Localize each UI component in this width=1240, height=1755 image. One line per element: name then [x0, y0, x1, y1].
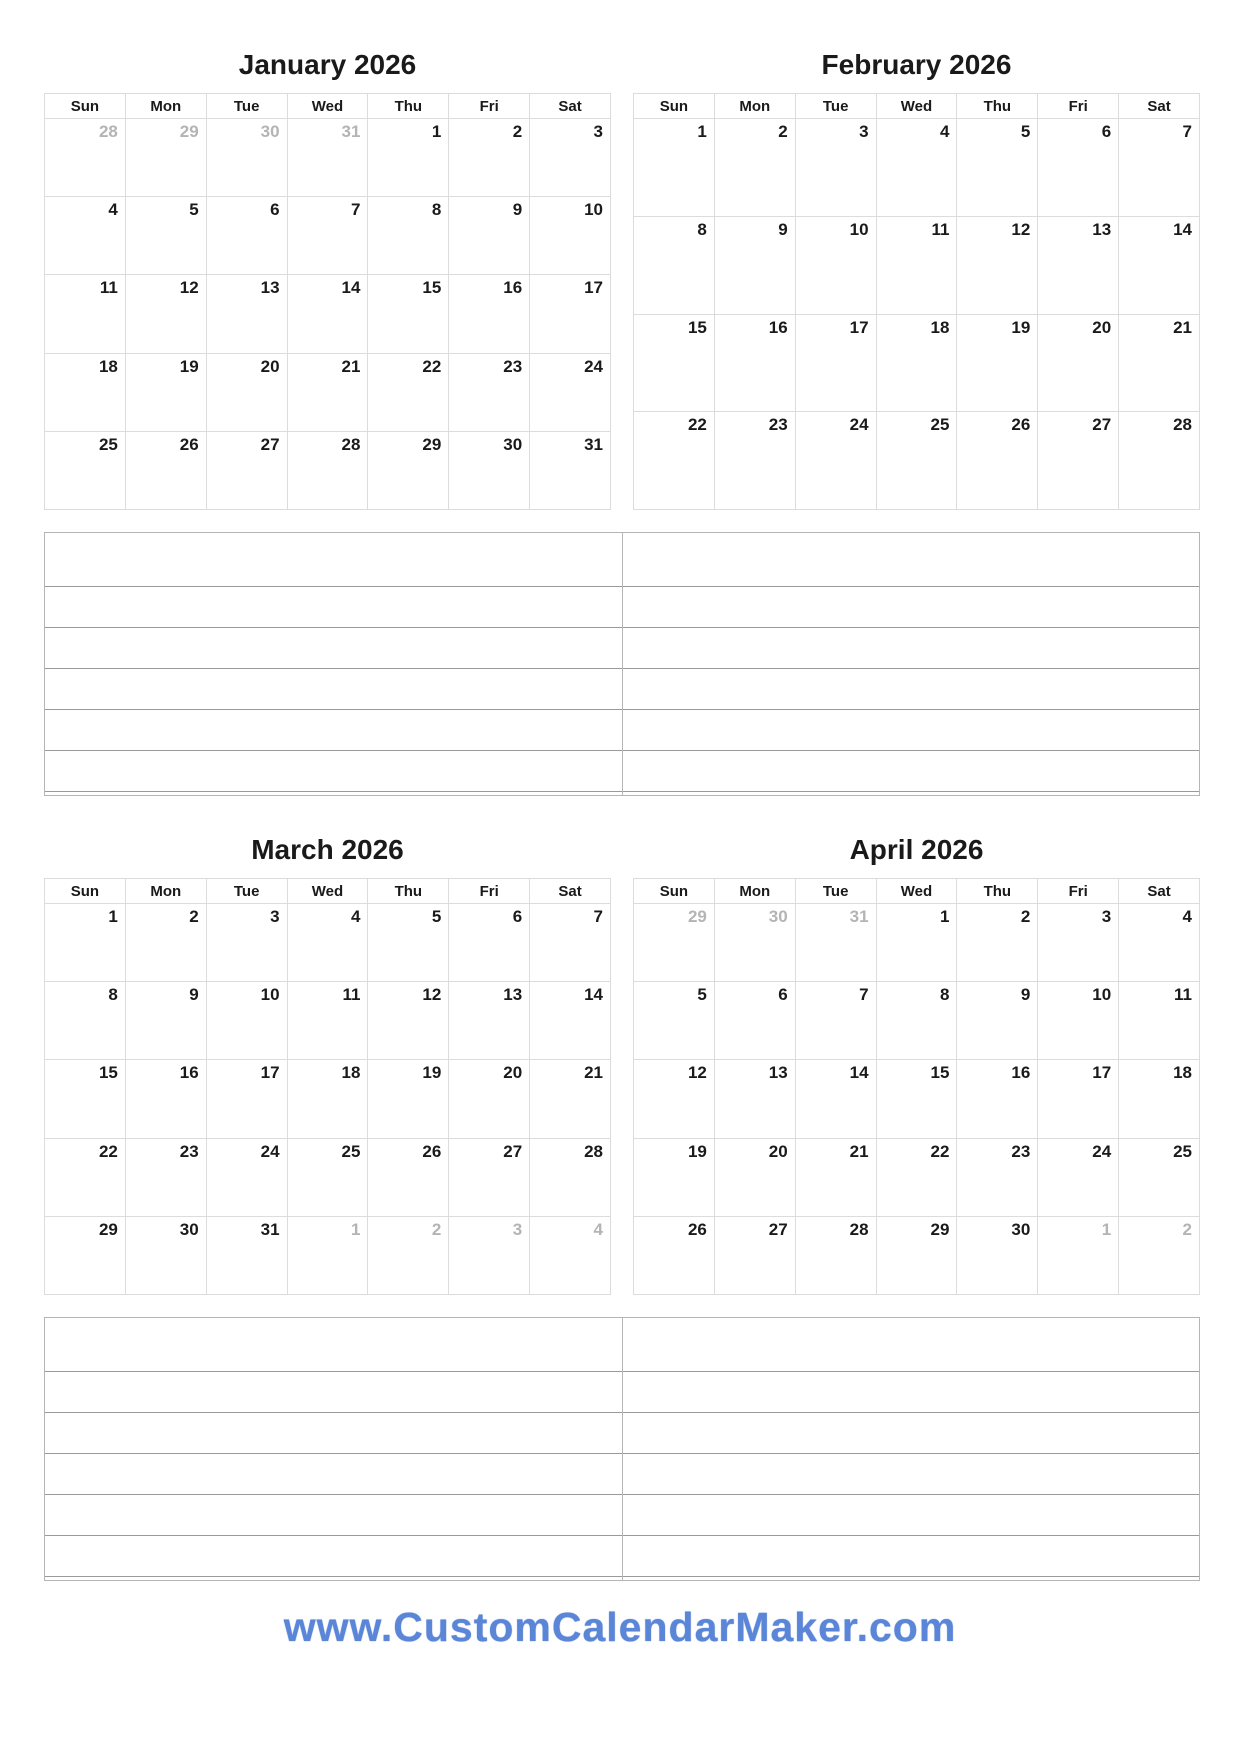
- day-cell: 31: [206, 1217, 287, 1294]
- day-cell: 23: [714, 412, 795, 509]
- day-cell: 24: [529, 354, 610, 431]
- day-cell: 8: [367, 197, 448, 274]
- weekday-header: Sun: [659, 882, 689, 900]
- week-row: [634, 981, 1199, 1059]
- day-cell: 5: [125, 197, 206, 274]
- day-cell: 3: [529, 119, 610, 196]
- day-cell: 12: [367, 982, 448, 1059]
- weekday-header: Fri: [1037, 94, 1118, 118]
- weekday-header-row: [634, 94, 1199, 118]
- day-cell-adjacent-month: 2: [1118, 1217, 1199, 1294]
- day-cell: 28: [529, 1139, 610, 1216]
- day-cell: 8: [697, 219, 707, 239]
- day-cell: 13: [448, 982, 529, 1059]
- week-row: [634, 411, 1199, 509]
- day-cell-adjacent-month: 29: [687, 907, 707, 926]
- weekday-header-row: [45, 879, 610, 903]
- day-cell-adjacent-month: 4: [529, 1217, 610, 1294]
- day-cell: 29: [876, 1217, 957, 1294]
- weekday-header: Wed: [876, 879, 957, 903]
- day-cell: 5: [367, 904, 448, 981]
- day-cell: 31: [529, 432, 610, 509]
- weekday-header: Thu: [956, 94, 1037, 118]
- day-cell: 28: [287, 432, 368, 509]
- week-row: [45, 274, 610, 352]
- day-cell: 18: [98, 356, 118, 376]
- day-cell: 3: [1037, 904, 1118, 981]
- weekday-header: Wed: [287, 94, 368, 118]
- day-cell: 24: [1037, 1139, 1118, 1216]
- day-cell-adjacent-month: 31: [795, 904, 876, 981]
- day-cell: 27: [206, 432, 287, 509]
- day-cell: 18: [1118, 1060, 1199, 1137]
- notes-column-divider: [622, 1318, 623, 1580]
- day-cell: 5: [956, 119, 1037, 216]
- day-cell: 2: [448, 119, 529, 196]
- weekday-header: Wed: [876, 94, 957, 118]
- week-row: [45, 196, 610, 274]
- day-cell: 10: [529, 197, 610, 274]
- month-april: [633, 821, 1200, 1295]
- day-cell: 29: [98, 1219, 118, 1239]
- day-cell: 6: [1037, 119, 1118, 216]
- notes-grid-top: [44, 532, 1200, 796]
- weekday-header: Tue: [206, 879, 287, 903]
- weekday-header: Mon: [125, 879, 206, 903]
- day-cell: 1: [367, 119, 448, 196]
- week-row: [45, 903, 610, 981]
- day-cell: 23: [125, 1139, 206, 1216]
- week-row: [45, 1138, 610, 1216]
- day-cell: 2: [956, 904, 1037, 981]
- day-cell: 11: [99, 278, 118, 298]
- weekday-header: Sun: [70, 882, 100, 900]
- day-cell: 20: [448, 1060, 529, 1137]
- day-cell: 17: [206, 1060, 287, 1137]
- day-cell: 10: [795, 217, 876, 314]
- day-cell: 23: [448, 354, 529, 431]
- day-cell: 16: [714, 315, 795, 412]
- day-cell: 30: [125, 1217, 206, 1294]
- months-row-bottom: [44, 821, 1200, 1295]
- day-cell: 1: [697, 122, 707, 141]
- day-cell: 25: [98, 434, 118, 454]
- week-row: [634, 216, 1199, 314]
- day-cell: 22: [98, 1141, 118, 1161]
- week-row: [634, 314, 1199, 412]
- day-cell: 28: [1118, 412, 1199, 509]
- month-title-april: April 2026: [849, 833, 984, 865]
- day-cell: 20: [206, 354, 287, 431]
- day-cell: 4: [287, 904, 368, 981]
- day-cell: 19: [125, 354, 206, 431]
- week-row: [45, 1216, 610, 1294]
- weekday-header: Fri: [1037, 879, 1118, 903]
- weekday-header: Mon: [125, 94, 206, 118]
- day-cell: 27: [714, 1217, 795, 1294]
- day-cell: 16: [448, 275, 529, 352]
- day-cell: 21: [529, 1060, 610, 1137]
- day-cell: 21: [795, 1139, 876, 1216]
- day-cell-adjacent-month: 30: [206, 119, 287, 196]
- day-cell: 2: [714, 119, 795, 216]
- day-cell: 4: [876, 119, 957, 216]
- day-cell-adjacent-month: 31: [287, 119, 368, 196]
- day-cell: 17: [795, 315, 876, 412]
- week-row: [45, 981, 610, 1059]
- month-title-march: March 2026: [251, 833, 404, 865]
- day-cell: 12: [687, 1063, 707, 1083]
- day-cell: 17: [1037, 1060, 1118, 1137]
- weekday-header: Thu: [956, 879, 1037, 903]
- day-cell: 22: [876, 1139, 957, 1216]
- week-row: [634, 1216, 1199, 1294]
- day-cell: 30: [448, 432, 529, 509]
- day-cell: 8: [108, 985, 118, 1005]
- day-cell: 25: [876, 412, 957, 509]
- weekday-header: Sun: [70, 97, 100, 115]
- day-cell: 26: [367, 1139, 448, 1216]
- day-cell: 16: [956, 1060, 1037, 1137]
- day-cell: 7: [795, 982, 876, 1059]
- weekday-header: Tue: [795, 879, 876, 903]
- top-month-pair-section: [44, 36, 1200, 796]
- day-cell: 18: [876, 315, 957, 412]
- day-cell: 1: [108, 907, 118, 926]
- day-cell: 15: [367, 275, 448, 352]
- day-cell: 14: [1118, 217, 1199, 314]
- day-cell: 25: [1118, 1139, 1199, 1216]
- weekday-header: Tue: [206, 94, 287, 118]
- month-march: [44, 821, 611, 1295]
- day-cell: 22: [367, 354, 448, 431]
- watermark-link[interactable]: www.CustomCalendarMaker.com: [283, 1604, 957, 1650]
- month-grid-april: [633, 878, 1200, 1295]
- day-cell: 2: [125, 904, 206, 981]
- week-row: [634, 1059, 1199, 1137]
- day-cell: 7: [287, 197, 368, 274]
- month-title-january: January 2026: [238, 48, 417, 80]
- day-cell-adjacent-month: 3: [448, 1217, 529, 1294]
- day-cell: 13: [714, 1060, 795, 1137]
- day-cell-adjacent-month: 28: [98, 122, 118, 141]
- day-cell-adjacent-month: 30: [714, 904, 795, 981]
- weekday-header: Sat: [529, 94, 610, 118]
- day-cell: 16: [125, 1060, 206, 1137]
- week-row: [45, 1059, 610, 1137]
- day-cell: 20: [714, 1139, 795, 1216]
- notes-column-divider: [622, 533, 623, 795]
- week-row: [634, 1138, 1199, 1216]
- weekday-header: Sun: [659, 97, 689, 115]
- day-cell: 13: [206, 275, 287, 352]
- day-cell: 12: [956, 217, 1037, 314]
- day-cell: 7: [1118, 119, 1199, 216]
- day-cell: 15: [876, 1060, 957, 1137]
- day-cell: 24: [795, 412, 876, 509]
- day-cell: 18: [287, 1060, 368, 1137]
- day-cell: 7: [529, 904, 610, 981]
- month-grid-february: [633, 93, 1200, 510]
- weekday-header: Fri: [448, 879, 529, 903]
- day-cell: 11: [1118, 982, 1199, 1059]
- day-cell: 27: [1037, 412, 1118, 509]
- day-cell: 15: [687, 317, 707, 337]
- day-cell: 6: [206, 197, 287, 274]
- day-cell: 26: [125, 432, 206, 509]
- day-cell: 4: [108, 200, 118, 220]
- day-cell: 13: [1037, 217, 1118, 314]
- weekday-header: Tue: [795, 94, 876, 118]
- day-cell: 21: [287, 354, 368, 431]
- day-cell: 15: [98, 1063, 118, 1083]
- day-cell: 22: [687, 415, 707, 435]
- day-cell: 6: [448, 904, 529, 981]
- day-cell: 21: [1118, 315, 1199, 412]
- day-cell-adjacent-month: 2: [367, 1217, 448, 1294]
- day-cell-adjacent-month: 29: [125, 119, 206, 196]
- day-cell: 4: [1118, 904, 1199, 981]
- week-row: [45, 353, 610, 431]
- day-cell: 14: [795, 1060, 876, 1137]
- weekday-header: Mon: [714, 94, 795, 118]
- day-cell-adjacent-month: 1: [1037, 1217, 1118, 1294]
- day-cell: 28: [795, 1217, 876, 1294]
- day-cell: 26: [956, 412, 1037, 509]
- month-title-february: February 2026: [821, 48, 1012, 80]
- day-cell: 1: [876, 904, 957, 981]
- bottom-month-pair-section: [44, 821, 1200, 1581]
- months-row-top: [44, 36, 1200, 510]
- day-cell: 9: [125, 982, 206, 1059]
- day-cell: 9: [714, 217, 795, 314]
- day-cell: 24: [206, 1139, 287, 1216]
- month-february: [633, 36, 1200, 510]
- day-cell: 3: [206, 904, 287, 981]
- day-cell: 11: [287, 982, 368, 1059]
- week-row: [45, 118, 610, 196]
- day-cell: 11: [876, 217, 957, 314]
- day-cell: 30: [956, 1217, 1037, 1294]
- weekday-header: Fri: [448, 94, 529, 118]
- day-cell: 19: [367, 1060, 448, 1137]
- day-cell: 26: [687, 1219, 707, 1239]
- day-cell: 14: [529, 982, 610, 1059]
- day-cell: 20: [1037, 315, 1118, 412]
- day-cell: 10: [1037, 982, 1118, 1059]
- weekday-header: Mon: [714, 879, 795, 903]
- week-row: [634, 903, 1199, 981]
- day-cell: 25: [287, 1139, 368, 1216]
- day-cell-adjacent-month: 1: [287, 1217, 368, 1294]
- day-cell: 9: [448, 197, 529, 274]
- weekday-header: Thu: [367, 94, 448, 118]
- weekday-header-row: [45, 94, 610, 118]
- weekday-header: Sat: [1118, 879, 1199, 903]
- day-cell: 5: [697, 985, 707, 1005]
- day-cell: 9: [956, 982, 1037, 1059]
- weekday-header: Thu: [367, 879, 448, 903]
- month-grid-march: [44, 878, 611, 1295]
- day-cell: 19: [956, 315, 1037, 412]
- day-cell: 17: [529, 275, 610, 352]
- day-cell: 23: [956, 1139, 1037, 1216]
- day-cell: 27: [448, 1139, 529, 1216]
- weekday-header-row: [634, 879, 1199, 903]
- day-cell: 19: [687, 1141, 707, 1161]
- day-cell: 14: [287, 275, 368, 352]
- month-grid-january: [44, 93, 611, 510]
- day-cell: 6: [714, 982, 795, 1059]
- day-cell: 10: [206, 982, 287, 1059]
- week-row: [45, 431, 610, 509]
- day-cell: 12: [125, 275, 206, 352]
- weekday-header: Sat: [529, 879, 610, 903]
- day-cell: 8: [876, 982, 957, 1059]
- week-row: [634, 118, 1199, 216]
- day-cell: 29: [367, 432, 448, 509]
- month-january: [44, 36, 611, 510]
- day-cell: 3: [795, 119, 876, 216]
- weekday-header: Wed: [287, 879, 368, 903]
- weekday-header: Sat: [1118, 94, 1199, 118]
- notes-grid-bottom: [44, 1317, 1200, 1581]
